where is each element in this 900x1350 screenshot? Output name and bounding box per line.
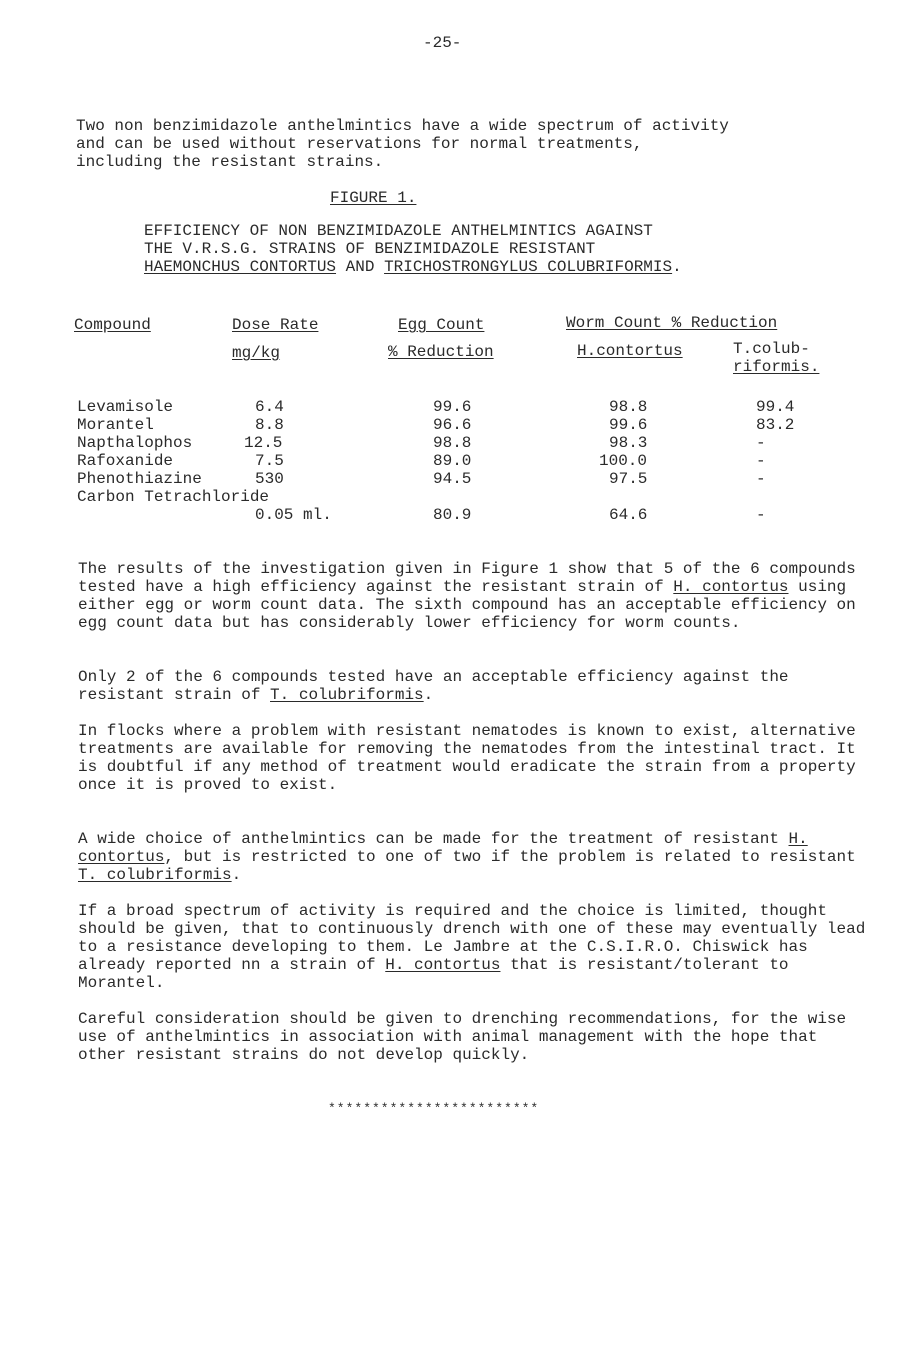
cell-hc: 97.5 bbox=[609, 470, 648, 488]
cell-hc: 99.6 bbox=[609, 416, 648, 434]
figure-title-line-1: EFFICIENCY OF NON BENZIMIDAZOLE ANTHELMINTICS AGAINST bbox=[144, 222, 653, 240]
cell-hc: 98.8 bbox=[609, 398, 648, 416]
paragraph-choice bbox=[78, 830, 868, 884]
cell-tc: 83.2 bbox=[756, 416, 795, 434]
header-compound: Compound bbox=[74, 316, 151, 334]
page-number: -25- bbox=[423, 34, 462, 52]
cell-tc: - bbox=[756, 470, 766, 488]
cell-dose: 8.8 bbox=[255, 416, 284, 434]
p3-text: In flocks where a problem with resistant nematodes is known to exist, alternative treatments are available for removing the nematodes from the intestinal tract. It is doubtful if any method of treatment would eradicate the strain from a property once it is proved to exist. bbox=[78, 722, 856, 794]
table-row bbox=[0, 470, 900, 488]
cell-hc: 64.6 bbox=[609, 506, 648, 524]
cell-dose: 7.5 bbox=[255, 452, 284, 470]
table-row bbox=[0, 488, 900, 506]
species-trichostrongylus: TRICHOSTRONGYLUS COLUBRIFORMIS bbox=[384, 258, 673, 276]
figure-title-line-2: THE V.R.S.G. STRAINS OF BENZIMIDAZOLE RESISTANT bbox=[144, 240, 596, 258]
cell-tc: 99.4 bbox=[756, 398, 795, 416]
cell-dose: 12.5 bbox=[244, 434, 283, 452]
p6-text: Careful consideration should be given to drenching recommendations, for the wise use of anthelmintics in association with animal management with the hope that other resistant strains do not develop quickly. bbox=[78, 1010, 847, 1064]
intro-line-1: Two non benzimidazole anthelmintics have a wide spectrum of activity bbox=[76, 117, 729, 135]
table-row bbox=[0, 506, 900, 524]
cell-egg: 96.6 bbox=[433, 416, 472, 434]
p1-text-a: The results of the investigation given in Figure 1 show that 5 of the 6 compounds tested have a high efficiency against the resistant strain of bbox=[78, 560, 856, 596]
figure-label: FIGURE 1. bbox=[330, 189, 417, 207]
table-row bbox=[0, 434, 900, 452]
cell-compound: Levamisole bbox=[77, 398, 174, 416]
p2-text-a: Only 2 of the 6 compounds tested have an acceptable efficiency against the resistant strain of bbox=[78, 668, 789, 704]
cell-dose: 530 bbox=[255, 470, 284, 488]
intro-line-3: including the resistant strains. bbox=[76, 153, 384, 171]
header-t-colub-1: T.colub- bbox=[733, 340, 810, 358]
header-egg-count: Egg Count bbox=[398, 316, 485, 334]
intro-line-2: and can be used without reservations for normal treatments, bbox=[76, 135, 643, 153]
p1-text-b: using either egg or worm count data. The sixth compound has an acceptable efficiency on egg count data but has considerably lower efficiency for worm counts. bbox=[78, 578, 856, 632]
paragraph-flocks bbox=[78, 722, 868, 794]
cell-hc: 98.3 bbox=[609, 434, 648, 452]
table-row bbox=[0, 398, 900, 416]
cell-dose: 0.05 ml. bbox=[255, 506, 332, 524]
p5-species: H. contortus bbox=[385, 956, 501, 974]
table-row bbox=[0, 416, 900, 434]
p4-species-2: T. colubriformis bbox=[78, 866, 232, 884]
p4-text-a: A wide choice of anthelmintics can be made for the treatment of resistant bbox=[78, 830, 789, 848]
figure-title-line-3 bbox=[144, 258, 682, 276]
cell-compound: Phenothiazine bbox=[77, 470, 202, 488]
paragraph-results bbox=[78, 560, 868, 632]
figure-title bbox=[144, 222, 682, 276]
cell-tc: - bbox=[756, 452, 766, 470]
cell-tc: - bbox=[756, 434, 766, 452]
header-h-contortus: H.contortus bbox=[577, 342, 683, 360]
end-marker: ************************ bbox=[328, 1101, 540, 1116]
cell-egg: 80.9 bbox=[433, 506, 472, 524]
cell-egg: 94.5 bbox=[433, 470, 472, 488]
cell-compound: Morantel bbox=[77, 416, 154, 434]
cell-egg: 89.0 bbox=[433, 452, 472, 470]
cell-compound: Napthalophos bbox=[77, 434, 193, 452]
cell-egg: 98.8 bbox=[433, 434, 472, 452]
table-row bbox=[0, 452, 900, 470]
paragraph-broad-spectrum bbox=[78, 902, 868, 992]
title-and: AND bbox=[345, 258, 375, 276]
p4-text-b: , but is restricted to one of two if the problem is related to resistant bbox=[164, 848, 856, 866]
paragraph-careful bbox=[78, 1010, 868, 1064]
cell-compound: Rafoxanide bbox=[77, 452, 174, 470]
p1-species: H. contortus bbox=[673, 578, 789, 596]
cell-compound: Carbon Tetrachloride bbox=[77, 488, 270, 506]
p5-text-a: If a broad spectrum of activity is required and the choice is limited, thought should be given, that to continuously drench with one of these may eventually lead to a resistance developing to them. Le Jambre at the C.S.I.R.O. Chiswick has already reported nn a strain of bbox=[78, 902, 866, 974]
p2-text-b: . bbox=[423, 686, 434, 704]
p5-text-b: that is resistant/tolerant to Morantel. bbox=[78, 956, 789, 992]
cell-dose: 6.4 bbox=[255, 398, 284, 416]
title-end: . bbox=[672, 258, 682, 276]
cell-hc: 100.0 bbox=[599, 452, 648, 470]
header-egg-reduction: % Reduction bbox=[388, 343, 494, 361]
species-haemonchus: HAEMONCHUS CONTORTUS bbox=[144, 258, 337, 276]
p4-text-c: . bbox=[231, 866, 242, 884]
cell-tc: - bbox=[756, 506, 766, 524]
paragraph-colubriformis bbox=[78, 668, 868, 704]
cell-egg: 99.6 bbox=[433, 398, 472, 416]
header-dose-unit: mg/kg bbox=[232, 344, 281, 362]
p4-species-1: H. contortus bbox=[78, 830, 808, 866]
header-worm-count: Worm Count % Reduction bbox=[566, 314, 778, 332]
p2-species: T. colubriformis bbox=[270, 686, 424, 704]
header-t-colub-2: riformis. bbox=[733, 358, 820, 376]
header-dose-rate: Dose Rate bbox=[232, 316, 319, 334]
